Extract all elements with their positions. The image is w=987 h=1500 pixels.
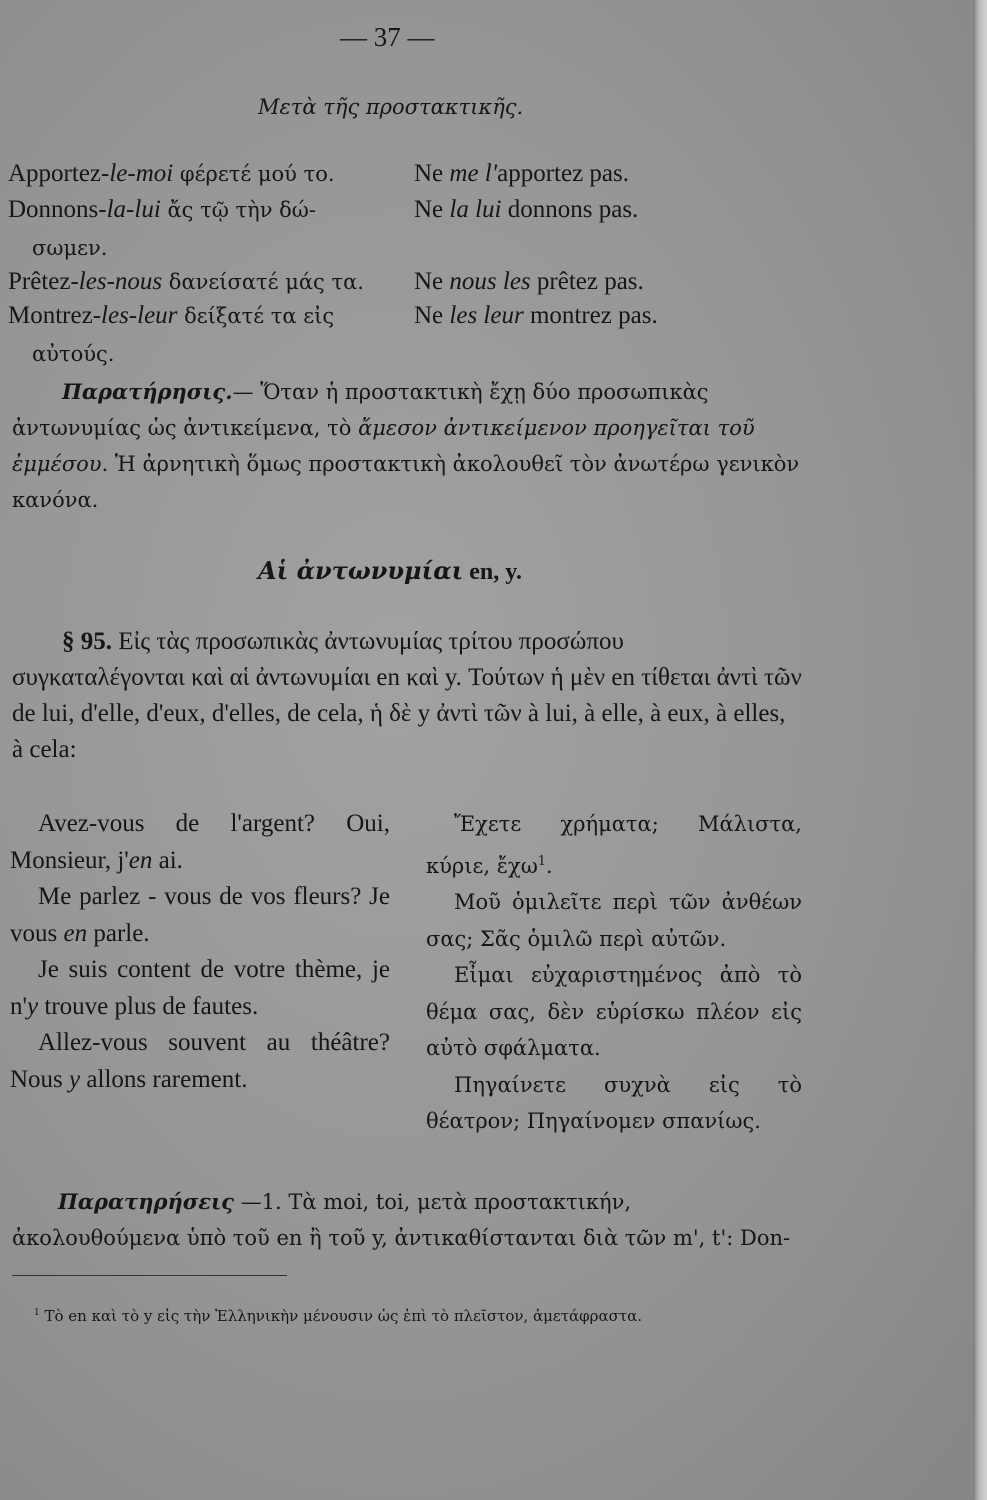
- neg-text: prêtez pas.: [530, 268, 644, 295]
- footnote-rule: [12, 1275, 287, 1276]
- footnote-mark: 1: [34, 1308, 40, 1318]
- footnote-text: Τὸ en καὶ τὸ y εἰς τὴν Ἑλληνικὴν μένουσιν ὡς ἐπὶ τὸ πλεῖστον, ἀμετάφραστα.: [39, 1307, 643, 1325]
- neg-text: apportez pas.: [497, 160, 629, 187]
- paragraph-text: Εἰς τὰς προσωπικὰς ἀντωνυμίας τρίτου προσώπου συγκαταλέγονται καὶ αἱ ἀντωνυμίαι en καὶ y. Τούτων ἡ μὲν en τίθεται ἀντὶ τῶν de lui, d'elle, d'eux, d'elles, de cela, ἡ δὲ y ἀντὶ τῶν à lui, à elle, à eux, à elles, à cela:: [12, 628, 802, 763]
- observation-label: Παρατήρησις.: [62, 379, 233, 404]
- example-negative: [414, 302, 658, 330]
- example-row: [8, 302, 334, 330]
- example-fr: Montrez-: [8, 302, 102, 329]
- dialogue-fr-item: Me parlez - vous de vos fleurs? Je vous en parle.: [10, 883, 390, 947]
- example-fr: Apportez-: [8, 160, 110, 187]
- example-gr: δανείσατέ μάς τα.: [162, 270, 364, 294]
- dialogue-gr-item: Ἔχετε χρήματα; Μάλιστα, κύριε, ἔχω$^1$.: [426, 812, 802, 878]
- dialogue-fr-item: Avez-vous de l'argent? Oui, Monsieur, j'en ai.: [10, 810, 390, 874]
- example-fr: Prêtez-: [8, 268, 79, 295]
- neg-text: Ne: [414, 196, 450, 223]
- dialogue-greek: [426, 806, 802, 1140]
- dialogue-fr-item: Je suis content de votre thème, je n'y trouve plus de fautes.: [10, 956, 390, 1020]
- neg-pronoun: me l': [449, 160, 498, 187]
- dialogue-gr-item: Πηγαίνετε συχνὰ εἰς τὸ θέατρον; Πηγαίνομεν σπανίως.: [426, 1072, 802, 1133]
- neg-text: donnons pas.: [501, 196, 639, 223]
- neg-text: montrez pas.: [523, 302, 658, 329]
- example-fr: Donnons-: [8, 196, 107, 223]
- example-fr-pronoun: le-moi: [109, 160, 174, 187]
- neg-text: Ne: [414, 268, 450, 295]
- example-gr-continued: αὐτούς.: [32, 342, 115, 366]
- example-negative: [414, 160, 629, 188]
- example-negative: [414, 196, 638, 224]
- heading-latin: en, y.: [463, 559, 522, 585]
- section-heading: Μετὰ τῆς προστακτικῆς.: [258, 95, 524, 119]
- neg-pronoun: les leur: [449, 302, 524, 329]
- example-gr-continued: σωμεν.: [32, 236, 108, 260]
- dialogue-gr-item: Εἶμαι εὐχαριστημένος ἀπὸ τὸ θέμα σας, δὲν εὑρίσκω πλέον εἰς αὐτὸ σφάλματα.: [426, 963, 802, 1060]
- neg-pronoun: la lui: [449, 196, 502, 223]
- example-gr: φέρετέ μού το.: [173, 162, 335, 186]
- dialogue-gr-item: Μοῦ ὁμιλεῖτε περὶ τῶν ἀνθέων σας; Σᾶς ὁμιλῶ περὶ αὐτῶν.: [426, 890, 802, 951]
- section-heading-en-y: [258, 556, 522, 586]
- dialogue-french: [10, 806, 390, 1098]
- example-fr-pronoun: la-lui: [106, 196, 161, 223]
- page-edge: [973, 0, 987, 1500]
- example-negative: [414, 268, 644, 296]
- observations-paragraph: [12, 1184, 802, 1256]
- example-row: [8, 268, 364, 296]
- neg-text: Ne: [414, 302, 450, 329]
- example-gr: δείξατέ τα εἰς: [177, 304, 335, 328]
- observation-text: . Ἡ ἀρνητικὴ ὅμως προστακτικὴ ἀκολουθεῖ τὸν ἀνωτέρω γενικὸν κανόνα.: [12, 452, 800, 512]
- neg-text: Ne: [414, 160, 450, 187]
- observations-text: —1. Τὰ moi, toi, μετὰ προστακτικήν, ἀκολουθούμενα ὑπὸ τοῦ en ἢ τοῦ y, ἀντικαθίστανται διὰ τῶν m', t': Don-: [12, 1190, 791, 1250]
- page-number: — 37 —: [340, 22, 435, 52]
- footnote-ref: 1: [537, 852, 546, 868]
- example-fr-pronoun: les-leur: [101, 302, 178, 329]
- dialogue-fr-item: Allez-vous souvent au théâtre? Nous y allons rarement.: [10, 1029, 390, 1093]
- footnote: [12, 1296, 802, 1333]
- example-gr: ἄς τῷ τὴν δώ-: [160, 198, 316, 222]
- observation-emphasis: ἄμεσον ἀντικείμενον προηγεῖται τοῦ ἐμμέσου: [12, 416, 755, 476]
- observation-paragraph: [12, 374, 802, 518]
- neg-pronoun: nous les: [449, 268, 531, 295]
- observation-text: — Ὅταν ἡ προστακτικὴ ἔχῃ δύο προσωπικὰς ἀντωνυμίας ὡς ἀντικείμενα, τὸ: [12, 380, 709, 440]
- example-row: [8, 196, 316, 224]
- paragraph-number: § 95.: [62, 628, 112, 655]
- paragraph-95: [12, 624, 802, 768]
- example-fr-pronoun: les-nous: [78, 268, 163, 295]
- observations-label: Παρατηρήσεις: [58, 1189, 234, 1214]
- heading-greek: Αἱ ἀντωνυμίαι: [258, 556, 464, 585]
- example-row: [8, 160, 335, 188]
